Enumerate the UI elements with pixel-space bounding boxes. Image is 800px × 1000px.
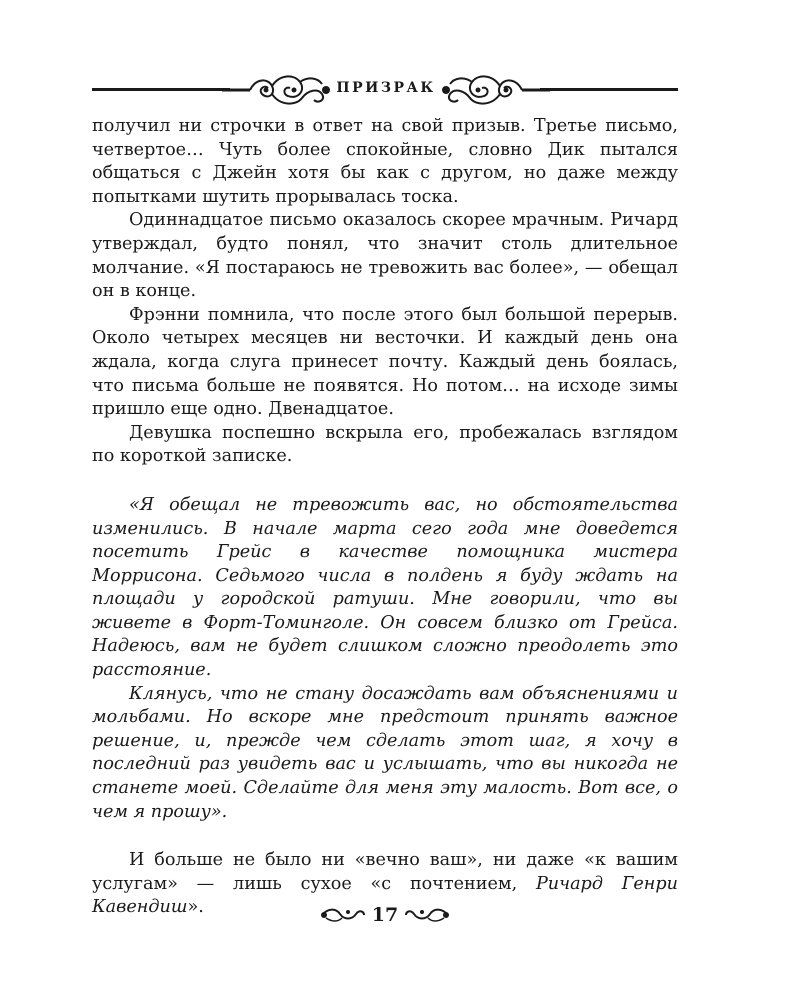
letter-paragraph: «Я обещал не тревожить вас, но обстоятельства изменились. В начале марта сего года мне доведется посетить Грейс в качестве помощника мистера Моррисона. Седьмого числа в полдень я буду ждать на площади у городской ратуши. Мне говорили, что вы живете в Форт-Томинголе. Он совсем близко от Грейса. Надеюсь, вам не будет слишком сложно преодолеть это расстояние.: [92, 494, 678, 681]
right-folio-flourish-icon: [404, 906, 450, 924]
page-footer: [320, 900, 450, 930]
paragraph: Девушка поспешно вскрыла его, пробежалась взглядом по короткой записке.: [92, 422, 678, 467]
left-folio-flourish-icon: [320, 906, 366, 924]
header-rule-right: [540, 88, 678, 91]
running-title: ПРИЗРАК: [336, 80, 436, 96]
letter-paragraph: Клянусь, что не стану досаждать вам объяснениями и мольбами. Но вскоре мне предстоит принять важное решение, и, прежде чем сделать этот шаг, я хочу в последний раз увидеть вас и услышать, что вы никогда не станете моей. Сделайте для меня эту малость. Вот все, о чем я прошу».: [92, 683, 678, 822]
header-rule-left: [92, 88, 230, 91]
closing-text: И больше не было ни «вечно ваш», ни даже «к вашим услугам» — лишь сухое «с почтением,: [92, 850, 678, 894]
body-text: [92, 115, 678, 920]
right-flourish-icon: [440, 72, 550, 108]
paragraph-gap: [92, 469, 678, 494]
paragraph: получил ни строчки в ответ на свой призыв. Третье письмо, четвертое… Чуть более спокойные, словно Дик пытался общаться с Джейн хотя бы как с другом, но даже между попытками шутить прорывалась тоска.: [92, 116, 678, 207]
paragraph: Фрэнни помнила, что после этого был большой перерыв. Около четырех месяцев ни весточки. И каждый день она ждала, когда слуга принесет почту. Каждый день боялась, что письма больше не появятся. Но потом… на исходе зимы пришло еще одно. Двенадцатое.: [92, 304, 678, 420]
paragraph-gap: [92, 824, 678, 849]
page-number: 17: [371, 904, 399, 926]
left-flourish-icon: [222, 72, 332, 108]
closing-end: ».: [187, 897, 204, 918]
running-header: [92, 70, 678, 110]
signature-name: Ричард Генри Кавендиш: [92, 873, 678, 918]
paragraph: Одиннадцатое письмо оказалось скорее мрачным. Ричард утверждал, будто понял, что значит столь длительное молчание. «Я постараюсь не тревожить вас более», — обещал он в конце.: [92, 210, 678, 302]
